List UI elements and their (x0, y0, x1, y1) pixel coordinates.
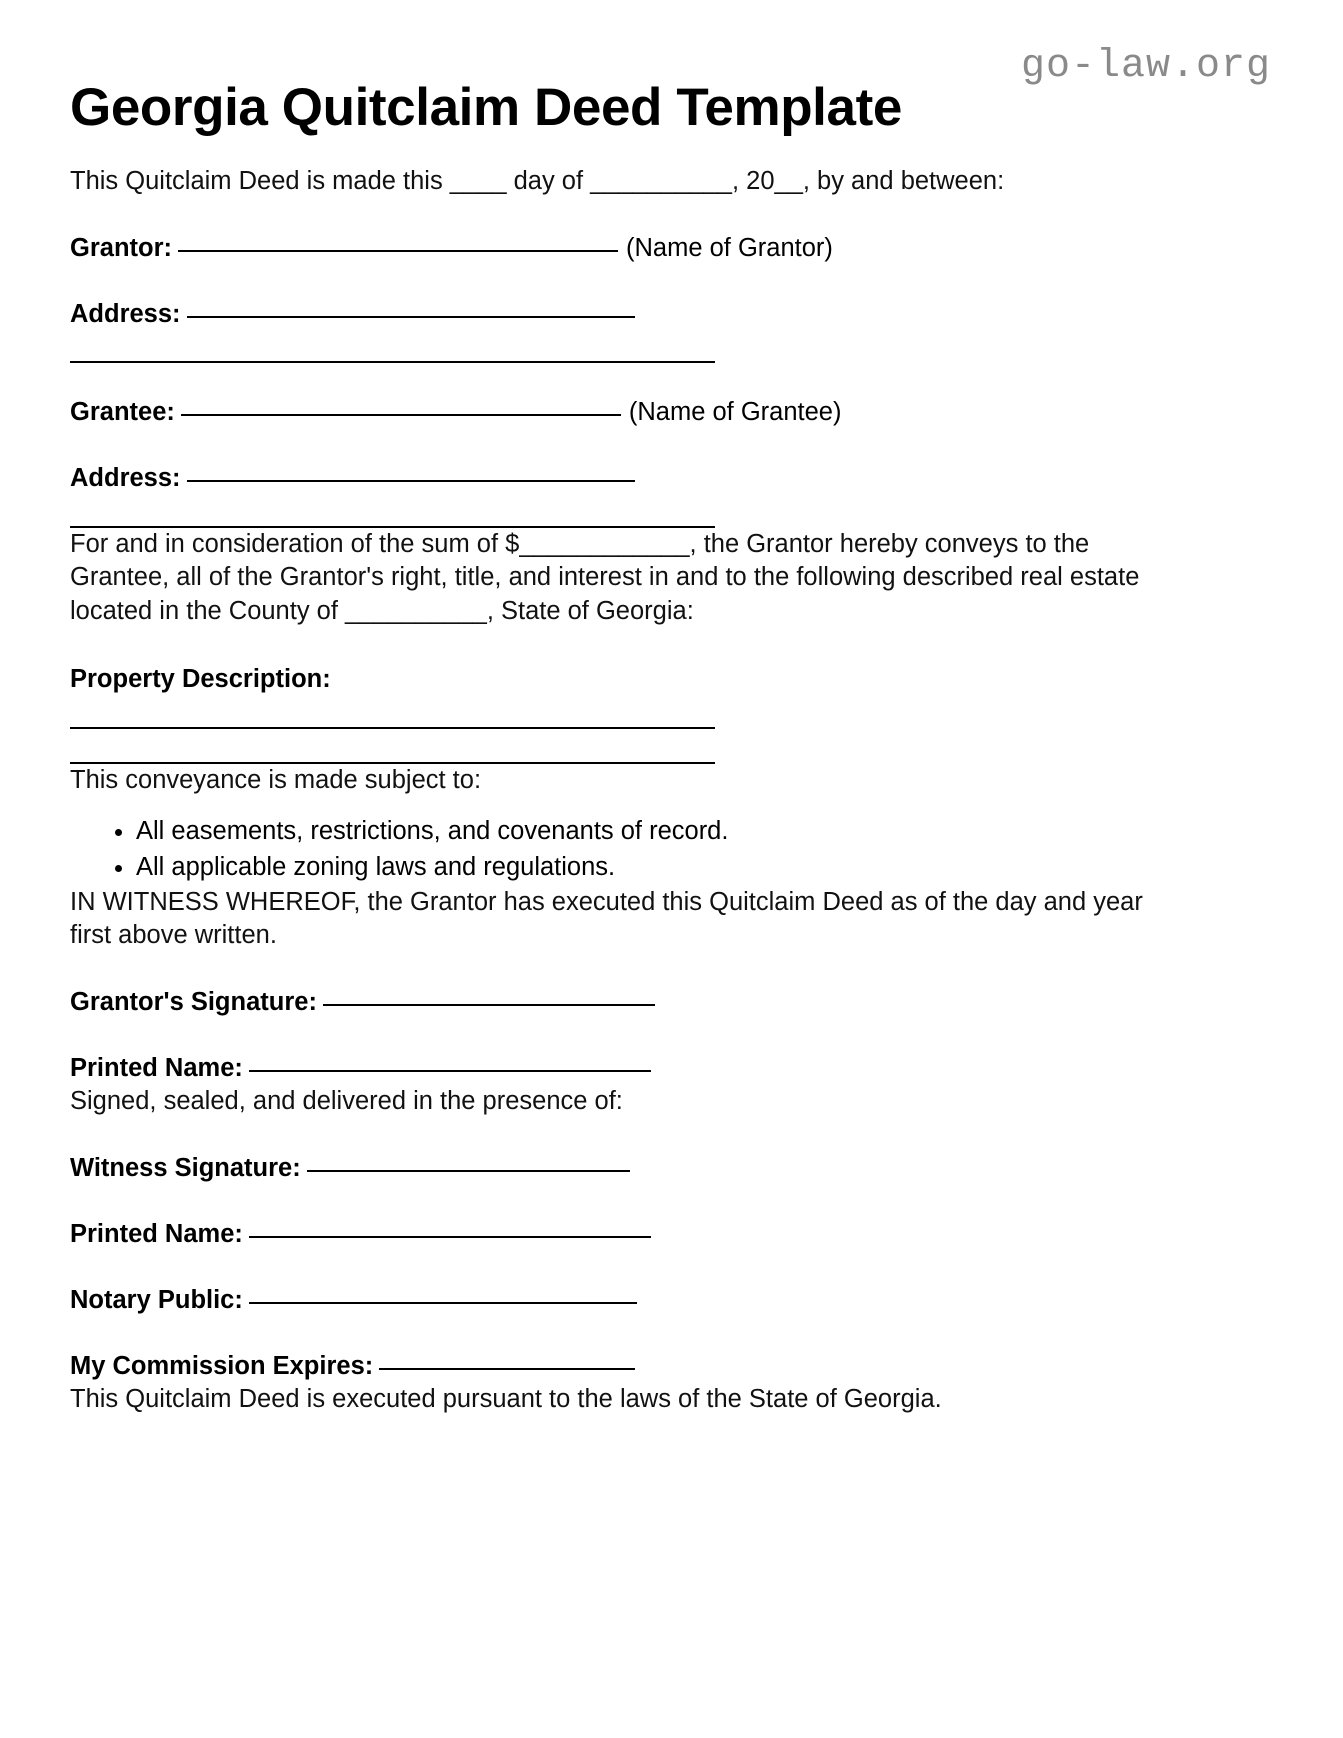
commission-expires-field-row (70, 1350, 1273, 1383)
witness-whereof-paragraph: IN WITNESS WHEREOF, the Grantor has executed this Quitclaim Deed as of the day and year first above written. (70, 887, 1143, 950)
closing-paragraph: This Quitclaim Deed is executed pursuant to the laws of the State of Georgia. (70, 1385, 942, 1414)
grantor-signature-label: Grantor's Signature: (70, 987, 317, 1016)
notary-public-input-line[interactable] (249, 1302, 637, 1304)
list-item: • All applicable zoning laws and regulations. (136, 849, 1273, 885)
notary-public-field-row (70, 1284, 1273, 1317)
grantee-address-field-row (70, 462, 1273, 495)
grantor-printed-name-input-line[interactable] (249, 1070, 651, 1072)
grantor-label: Grantor: (70, 234, 172, 263)
grantor-address-input-line[interactable] (187, 316, 635, 318)
page-title: Georgia Quitclaim Deed Template (70, 78, 902, 137)
grantor-address-label: Address: (70, 300, 181, 329)
witness-printed-name-label: Printed Name: (70, 1220, 243, 1248)
grantor-input-line[interactable] (178, 250, 618, 252)
witness-signature-field-row (70, 1152, 1273, 1185)
witness-signature-input-line[interactable] (307, 1170, 630, 1172)
grantee-address-label: Address: (70, 464, 181, 493)
subject-intro-paragraph: This conveyance is made subject to: (70, 765, 482, 794)
grantee-label: Grantee: (70, 398, 175, 427)
witness-printed-name-input-line[interactable] (249, 1236, 651, 1238)
commission-expires-label: My Commission Expires: (70, 1352, 374, 1381)
document-body (70, 165, 1273, 1417)
grantor-printed-name-field-row (70, 1052, 1273, 1085)
grantor-signature-input-line[interactable] (323, 1004, 655, 1006)
witness-printed-name-field-row (70, 1218, 1273, 1251)
grantor-field-row (70, 232, 1273, 265)
witness-signature-label: Witness Signature: (70, 1153, 301, 1182)
commission-expires-input-line[interactable] (379, 1368, 635, 1370)
grantor-printed-name-label: Printed Name: (70, 1054, 243, 1083)
site-watermark: go-law.org (1020, 44, 1271, 89)
grantee-address-input-line[interactable] (187, 480, 635, 482)
grantee-field-row (70, 396, 1273, 429)
intro-paragraph: This Quitclaim Deed is made this ____ day of __________, 20__, by and between: (70, 167, 1005, 196)
signed-sealed-paragraph: Signed, sealed, and delivered in the presence of: (70, 1087, 623, 1116)
grantee-input-line[interactable] (181, 414, 621, 416)
grantor-address-field-row (70, 298, 1273, 331)
property-description-heading: Property Description: (70, 664, 331, 693)
notary-public-label: Notary Public: (70, 1286, 243, 1315)
list-item: • All easements, restrictions, and covenants of record. (136, 813, 1273, 849)
grantor-hint: (Name of Grantor) (626, 234, 833, 263)
grantor-address-second-line[interactable] (70, 361, 715, 363)
grantee-hint: (Name of Grantee) (628, 398, 842, 427)
property-description-line-1[interactable] (70, 727, 715, 729)
subject-list (70, 813, 1273, 885)
consideration-paragraph: For and in consideration of the sum of $____________, the Grantor hereby conveys to the Grantee, all of the Grantor's right, title, and interest in and to the following described real estate located in the County of __________, State of Georgia: (70, 529, 1140, 625)
grantor-signature-field-row (70, 986, 1273, 1019)
